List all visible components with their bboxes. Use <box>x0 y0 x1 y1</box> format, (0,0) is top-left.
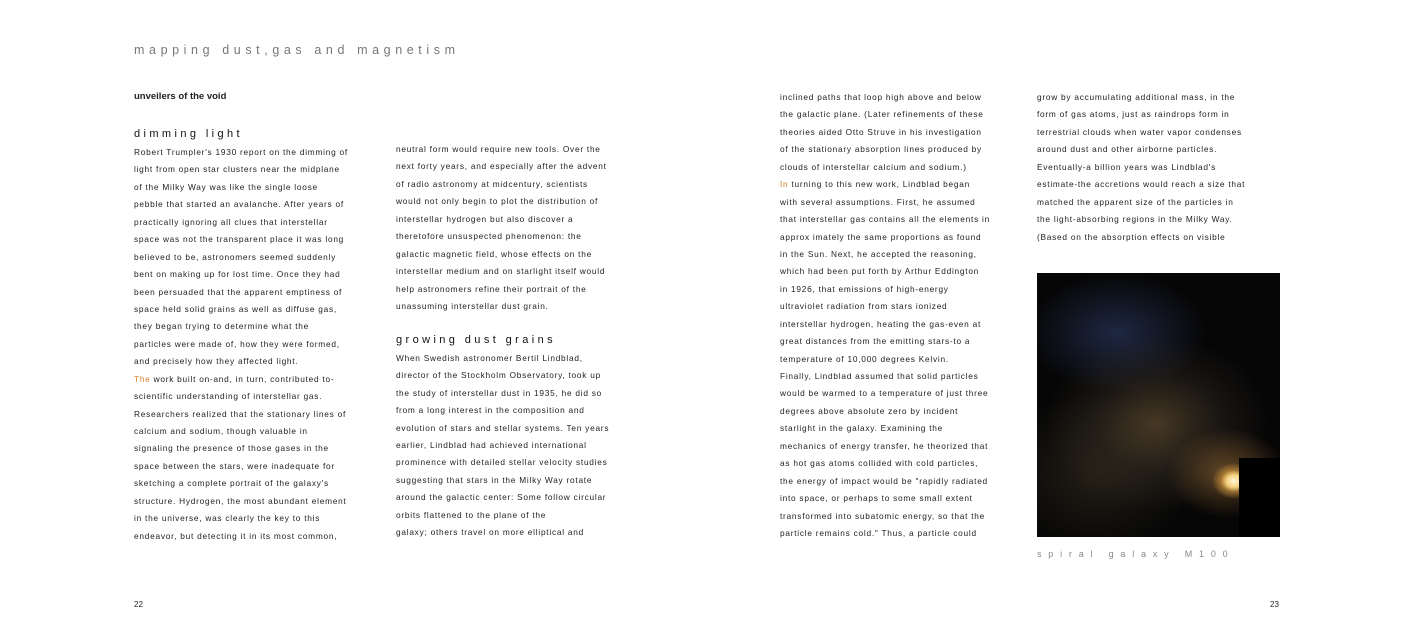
col3-para-2 <box>780 194 1030 543</box>
text-line: particles were made of, how they were formed, <box>134 338 340 349</box>
text-line: Robert Trumpler's 1930 report on the dimming of <box>134 147 348 157</box>
text-line: calcium and sodium, though valuable in <box>134 426 308 436</box>
text-line: space between the stars, were inadequate for <box>134 460 335 471</box>
col1-para-1 <box>134 144 384 371</box>
text-line: they began trying to determine what the <box>134 321 309 332</box>
text-line: (Based on the absorption effects on visible <box>1037 231 1226 242</box>
drop-word: The <box>134 373 151 384</box>
text-line: of radio astronomy at midcentury, scientists <box>396 178 588 189</box>
text-line: transformed into subatomic energy, so that the <box>780 510 985 521</box>
text-line: evolution of stars and stellar systems. Ten years <box>396 422 610 433</box>
text-line: director of the Stockholm Observatory, took up <box>396 370 601 381</box>
text-line: as hot gas atoms collided with cold particles, <box>780 458 979 469</box>
col4-para-1 <box>1037 89 1282 246</box>
text-line: the galactic plane. (Later refinements of these <box>780 109 984 120</box>
text-line: space was not the transparent place it was long <box>134 234 345 245</box>
text-line: the study of interstellar dust in 1935, he did so <box>396 387 603 398</box>
text-line: interstellar hydrogen but also discover a <box>396 213 574 224</box>
text-line: signaling the presence of those gases in the <box>134 443 329 454</box>
text-line: form of gas atoms, just as raindrops form in <box>1037 109 1230 120</box>
col3-para-1 <box>780 89 1030 176</box>
text-line: galaxy; others travel on more elliptical and <box>396 527 584 538</box>
text-line: pebble that started an avalanche. After years of <box>134 199 344 210</box>
text-line: great distances from the emitting stars-to a <box>780 336 971 347</box>
text-line: the light-absorbing regions in the Milky Way. <box>1037 214 1233 225</box>
column-3 <box>780 89 1030 542</box>
col1-para-2 <box>134 388 384 545</box>
text-line: around dust and other airborne particles. <box>1037 144 1218 155</box>
text-line: unassuming interstellar dust grain. <box>396 300 549 311</box>
text-line: bent on making up for lost time. Once they had <box>134 269 341 280</box>
drop-word: In <box>780 179 789 190</box>
text-line: theretofore unsuspected phenomenon: the <box>396 231 582 242</box>
text-line: Eventually-a billion years was Lindblad's <box>1037 161 1216 172</box>
text-line: ultraviolet radiation from stars ionized <box>780 301 948 312</box>
column-2 <box>396 141 646 542</box>
text-line: practically ignoring all clues that interstellar <box>134 216 328 227</box>
col1-para-2-first-line: The work built on-and, in turn, contributed to- <box>134 373 335 384</box>
text-line: estimate-the accretions would reach a size that <box>1037 179 1246 190</box>
text-line: terrestrial clouds when water vapor condenses <box>1037 126 1242 137</box>
text-line: mechanics of energy transfer, he theorized that <box>780 440 989 451</box>
text-line: light from open star clusters near the midplane <box>134 164 340 175</box>
heading-growing-dust-grains: growing dust grains <box>396 333 556 346</box>
column-4 <box>1037 89 1282 246</box>
text-line: which had been put forth by Arthur Eddington <box>780 266 980 277</box>
text-line: particle remains cold." Thus, a particle could <box>780 527 977 538</box>
text-line: interstellar hydrogen, heating the gas-even at <box>780 318 982 329</box>
col2-para-1 <box>396 141 646 315</box>
col3-para-2-first-line: In turning to this new work, Lindblad began <box>780 179 970 190</box>
photo-caption: spiral galaxy M100 <box>1037 549 1235 559</box>
text-line: in the Sun. Next, he accepted the reasoning, <box>780 248 977 259</box>
text-line: believed to be, astronomers seemed suddenly <box>134 251 336 262</box>
text-line: When Swedish astronomer Bertil Lindblad, <box>396 352 583 363</box>
text-line: Finally, Lindblad assumed that solid particles <box>780 371 979 381</box>
heading-dimming-light: dimming light <box>134 128 244 140</box>
page-number-right: 23 <box>1270 600 1279 609</box>
text-line: in 1926, that emissions of high-energy <box>780 283 949 294</box>
galaxy-photo <box>1037 273 1280 537</box>
text-line: structure. Hydrogen, the most abundant element <box>134 495 347 506</box>
text-line: of the Milky Way was like the single loose <box>134 181 318 192</box>
col2-para-2 <box>396 350 646 542</box>
text-line: suggesting that stars in the Milky Way rotate <box>396 474 593 485</box>
text-line: inclined paths that loop high above and below <box>780 92 982 102</box>
text-line: scientific understanding of interstellar gas. <box>134 391 323 402</box>
text-line: of the stationary absorption lines produced by <box>780 144 982 155</box>
text-line: that interstellar gas contains all the elements in <box>780 214 990 225</box>
running-head: mapping dust,gas and magnetism <box>134 43 460 57</box>
column-1 <box>134 124 384 545</box>
text-line: next forty years, and especially after the advent <box>396 161 607 172</box>
photo-notch <box>1239 458 1280 537</box>
text-line: prominence with detailed stellar velocity studies <box>396 457 608 468</box>
text-line: would not only begin to plot the distribution of <box>396 196 599 207</box>
text-line: been persuaded that the apparent emptiness of <box>134 286 343 297</box>
text-line: temperature of 10,000 degrees Kelvin. <box>780 353 949 364</box>
text-line: starlight in the galaxy. Examining the <box>780 423 944 434</box>
text-line: orbits flattened to the plane of the <box>396 509 547 520</box>
text-line: would be warmed to a temperature of just three <box>780 388 989 399</box>
text-line: interstellar medium and on starlight itself would <box>396 266 606 277</box>
text-line: theories aided Otto Struve in his investigation <box>780 126 982 137</box>
text-line: into space, or perhaps to some small extent <box>780 493 973 504</box>
page-number-left: 22 <box>134 600 143 609</box>
text-line: Researchers realized that the stationary lines of <box>134 408 346 419</box>
text-line: the energy of impact would be "rapidly radiated <box>780 475 988 486</box>
text-line: matched the apparent size of the particles in <box>1037 196 1234 207</box>
text-line: approx imately the same proportions as found <box>780 231 982 242</box>
text-line: with several assumptions. First, he assumed <box>780 196 976 207</box>
text-line: around the galactic center: Some follow circular <box>396 492 607 503</box>
text-line: galactic magnetic field, whose effects on the <box>396 248 592 259</box>
text-line: degrees above absolute zero by incident <box>780 405 959 416</box>
text-line: earlier, Lindblad had achieved international <box>396 440 587 450</box>
text-line: sketching a complete portrait of the galaxy's <box>134 478 329 489</box>
section-title: unveilers of the void <box>134 91 227 102</box>
text-line: space held solid grains as well as diffuse gas, <box>134 303 337 314</box>
text-line: endeavor, but detecting it in its most common, <box>134 530 338 541</box>
text-line: from a long interest in the composition and <box>396 405 585 416</box>
text-line: grow by accumulating additional mass, in the <box>1037 92 1236 102</box>
text-line: and precisely how they affected light. <box>134 356 299 367</box>
text-line: clouds of interstellar calcium and sodium.) <box>780 161 967 172</box>
text-line: help astronomers refine their portrait of the <box>396 283 587 294</box>
text-line: in the universe, was clearly the key to this <box>134 513 321 524</box>
text-line: neutral form would require new tools. Over the <box>396 144 601 154</box>
